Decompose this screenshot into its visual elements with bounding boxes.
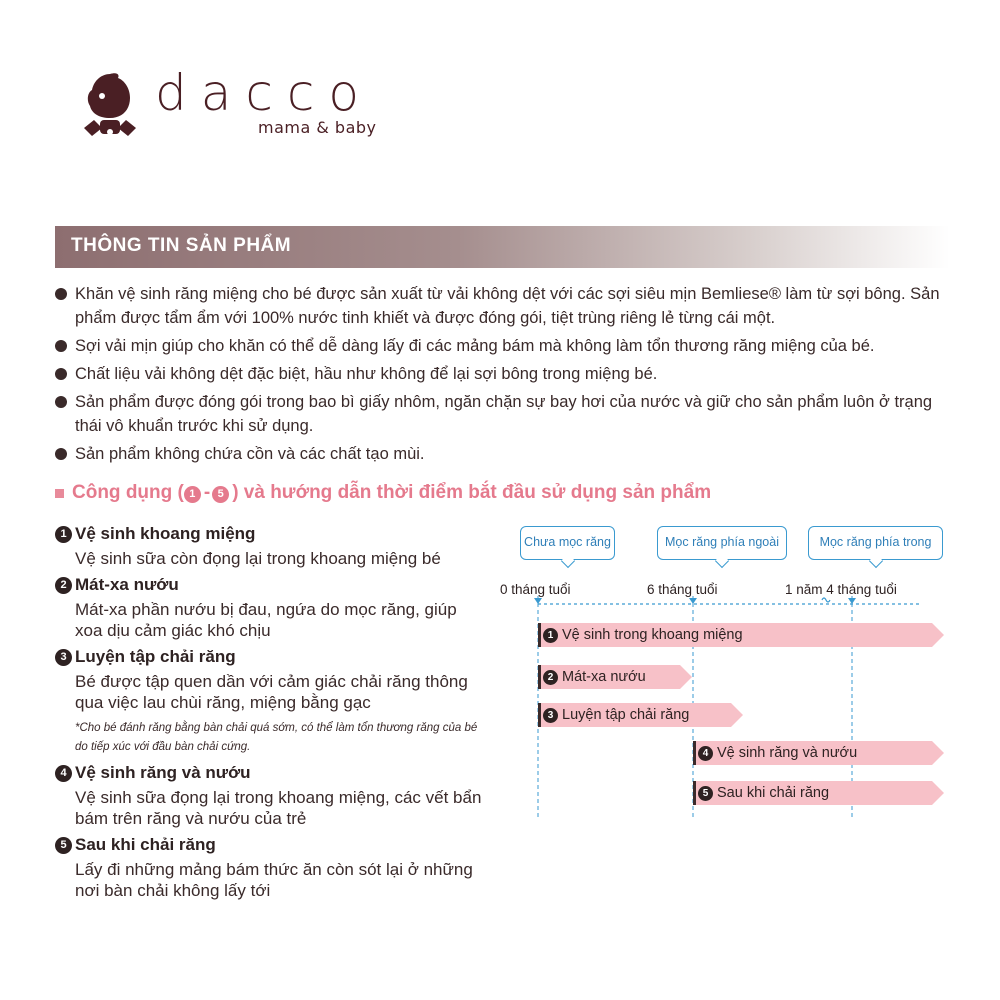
number-icon: 1 bbox=[543, 628, 558, 643]
bullet-icon bbox=[55, 340, 67, 352]
stage-bubble: Mọc răng phía ngoài bbox=[657, 526, 787, 560]
bullet-text: Khăn vệ sinh răng miệng cho bé được sản xuất từ vải không dệt với các sợi siêu mịn Bemliese® làm từ sợi bông. Sản phẩm được tẩm ẩm với 100% nước tinh khiết và được đóng gói, tiệt trùng riêng lẻ từng cái một. bbox=[75, 285, 940, 327]
tick-label: 0 tháng tuổi bbox=[500, 582, 571, 597]
number-icon: 4 bbox=[55, 765, 72, 782]
usage-heading bbox=[55, 482, 711, 504]
usage-timeline bbox=[490, 520, 960, 830]
bullet-icon bbox=[55, 368, 67, 380]
number-icon: 1 bbox=[55, 526, 72, 543]
usage-item-title: 5 Sau khi chải răng bbox=[55, 835, 485, 855]
number-5-icon: 5 bbox=[212, 486, 229, 503]
bullet-text: Sản phẩm không chứa cồn và các chất tạo mùi. bbox=[75, 445, 425, 463]
usage-item-desc: Vệ sinh sữa đọng lại trong khoang miệng, các vết bẩn bám trên răng và nướu của trẻ bbox=[75, 788, 482, 828]
usage-item-title: 3 Luyện tập chải răng bbox=[55, 647, 485, 667]
product-info-header bbox=[55, 226, 950, 268]
number-icon: 5 bbox=[55, 837, 72, 854]
product-info-title: THÔNG TIN SẢN PHẨM bbox=[71, 235, 292, 256]
number-icon: 2 bbox=[55, 577, 72, 594]
list-item bbox=[55, 282, 955, 330]
list-item bbox=[55, 442, 955, 466]
square-icon bbox=[55, 489, 64, 498]
list-item bbox=[55, 334, 955, 358]
number-icon: 4 bbox=[698, 746, 713, 761]
stage-bubble: Chưa mọc răng bbox=[520, 526, 615, 560]
bullet-text: Chất liệu vải không dệt đặc biệt, hầu như không để lại sợi bông trong miệng bé. bbox=[75, 365, 658, 383]
usage-note: *Cho bé đánh răng bằng bàn chải quá sớm, có thể làm tổn thương răng của bé do tiếp xúc với đầu bàn chải cứng. bbox=[75, 722, 478, 753]
timeline-bar: 1 Vệ sinh trong khoang miệng bbox=[538, 623, 932, 647]
usage-title: Công dụng ( 1 - 5 ) và hướng dẫn thời điểm bắt đầu sử dụng sản phẩm bbox=[72, 482, 712, 503]
timeline-bar: 2 Mát-xa nướu bbox=[538, 665, 680, 689]
number-icon: 3 bbox=[543, 708, 558, 723]
stage-bubble: Mọc răng phía trong bbox=[808, 526, 943, 560]
usage-item-desc: Mát-xa phần nướu bị đau, ngứa do mọc răng, giúp xoa dịu cảm giác khó chịu bbox=[75, 600, 457, 640]
list-item bbox=[55, 390, 955, 438]
tick-label: 6 tháng tuổi bbox=[647, 582, 718, 597]
baby-logo-icon bbox=[80, 70, 140, 140]
tick-label: 1 năm 4 tháng tuổi bbox=[785, 582, 897, 597]
usage-list bbox=[55, 520, 485, 907]
number-icon: 5 bbox=[698, 786, 713, 801]
brand-name: dacco bbox=[155, 64, 373, 122]
number-1-icon: 1 bbox=[184, 486, 201, 503]
bullet-text: Sợi vải mịn giúp cho khăn có thể dễ dàng lấy đi các mảng bám mà không làm tổn thương răng miệng của bé. bbox=[75, 337, 875, 355]
timeline-bar: 5 Sau khi chải răng bbox=[693, 781, 932, 805]
timeline-bar: 3 Luyện tập chải răng bbox=[538, 703, 731, 727]
usage-item-title: 4 Vệ sinh răng và nướu bbox=[55, 763, 485, 783]
timeline-bar: 4 Vệ sinh răng và nướu bbox=[693, 741, 932, 765]
brand-tagline: mama & baby bbox=[258, 118, 377, 137]
list-item bbox=[55, 362, 955, 386]
brand-logo bbox=[80, 64, 400, 150]
product-info-list bbox=[55, 282, 955, 470]
usage-item-desc: Lấy đi những mảng bám thức ăn còn sót lại ở những nơi bàn chải không lấy tới bbox=[75, 860, 473, 900]
usage-item-desc: Bé được tập quen dần với cảm giác chải răng thông qua việc lau chùi răng, miệng bằng gạc bbox=[75, 672, 468, 712]
usage-item-title: 2 Mát-xa nướu bbox=[55, 575, 485, 595]
usage-item-desc: Vệ sinh sữa còn đọng lại trong khoang miệng bé bbox=[75, 549, 441, 568]
bullet-icon bbox=[55, 448, 67, 460]
number-icon: 3 bbox=[55, 649, 72, 666]
bullet-icon bbox=[55, 396, 67, 408]
usage-item-title: 1 Vệ sinh khoang miệng bbox=[55, 524, 485, 544]
number-icon: 2 bbox=[543, 670, 558, 685]
bullet-text: Sản phẩm được đóng gói trong bao bì giấy nhôm, ngăn chặn sự bay hơi của nước và giữ cho sản phẩm luôn ở trạng thái vô khuẩn trước khi sử dụng. bbox=[75, 393, 933, 435]
bullet-icon bbox=[55, 288, 67, 300]
